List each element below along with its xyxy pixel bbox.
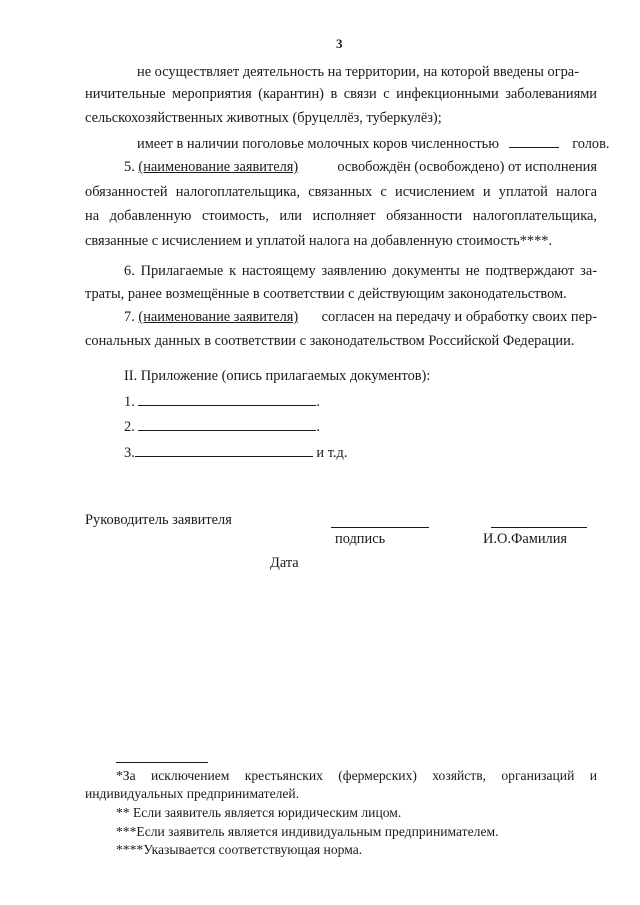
clause-6-line: траты, ранее возмещённые в соответствии с действующим законодательством.	[85, 286, 567, 302]
cow-count-blank	[509, 135, 559, 148]
clause-5-number: 5.	[124, 159, 135, 175]
clause-7-first-line	[124, 309, 597, 326]
clause-5-line: на добавленную стоимость, или исполняет обязанности налогоплательщика,	[85, 208, 597, 224]
condition-line: ничительные мероприятия (карантин) в связи с инфекционными заболеваниями	[85, 86, 597, 102]
footnote-separator	[116, 762, 208, 763]
clause-5-text: освобождён (освобождено) от исполнения	[337, 159, 597, 175]
appendix-heading: II. Приложение (опись прилагаемых документов):	[124, 368, 431, 384]
appendix-item-end: и т.д.	[312, 445, 348, 461]
applicant-name-placeholder: (наименование заявителя)	[138, 159, 299, 175]
name-caption: И.О.Фамилия	[483, 531, 568, 547]
date-label: Дата	[270, 555, 299, 571]
appendix-item-number: 1.	[124, 394, 135, 410]
footnote: индивидуальных предпринимателей.	[85, 786, 300, 801]
appendix-item-number: 3.	[124, 445, 135, 461]
cow-count-line	[137, 135, 610, 153]
appendix-item-number: 2.	[124, 419, 135, 435]
appendix-item-end: .	[316, 419, 321, 435]
cow-count-unit: голов.	[572, 136, 610, 152]
clause-5-first-line	[124, 159, 597, 176]
clause-6-line: 6. Прилагаемые к настоящему заявлению документы не подтверждают за-	[124, 263, 597, 279]
appendix-item	[124, 444, 347, 462]
footnote: ** Если заявитель является юридическим лицом.	[116, 805, 402, 820]
clause-7-number: 7.	[124, 309, 135, 325]
signature-caption: подпись	[335, 531, 386, 547]
cow-count-text: имеет в наличии поголовье молочных коров численностью	[137, 136, 499, 152]
applicant-name-placeholder: (наименование заявителя)	[138, 309, 299, 325]
appendix-item	[124, 418, 320, 436]
appendix-item-blank	[138, 418, 316, 431]
head-of-applicant-label: Руководитель заявителя	[85, 512, 232, 528]
condition-line: сельскохозяйственных животных (бруцеллёз, туберкулёз);	[85, 110, 442, 126]
clause-5-line: связанные с исчислением и уплатой налога на добавленную стоимость****.	[85, 233, 553, 249]
page-number: 3	[336, 36, 343, 51]
appendix-item-blank	[138, 393, 316, 406]
clause-7-line: сональных данных в соответствии с законодательством Российской Федерации.	[85, 333, 575, 349]
clause-7-text: согласен на передачу и обработку своих пер-	[321, 309, 597, 325]
condition-line: не осуществляет деятельность на территории, на которой введены огра-	[137, 64, 579, 80]
footnote: *За исключением крестьянских (фермерских) хозяйств, организаций и	[116, 768, 597, 783]
footnote: ****Указывается соответствующая норма.	[116, 842, 363, 857]
footnote: ***Если заявитель является индивидуальным предпринимателем.	[116, 824, 499, 839]
appendix-item	[124, 393, 320, 411]
name-line	[491, 527, 587, 528]
signature-line	[331, 527, 429, 528]
appendix-item-end: .	[316, 394, 321, 410]
appendix-item-blank	[135, 444, 313, 457]
clause-5-line: обязанностей налогоплательщика, связанных с исчислением и уплатой налога	[85, 184, 597, 200]
